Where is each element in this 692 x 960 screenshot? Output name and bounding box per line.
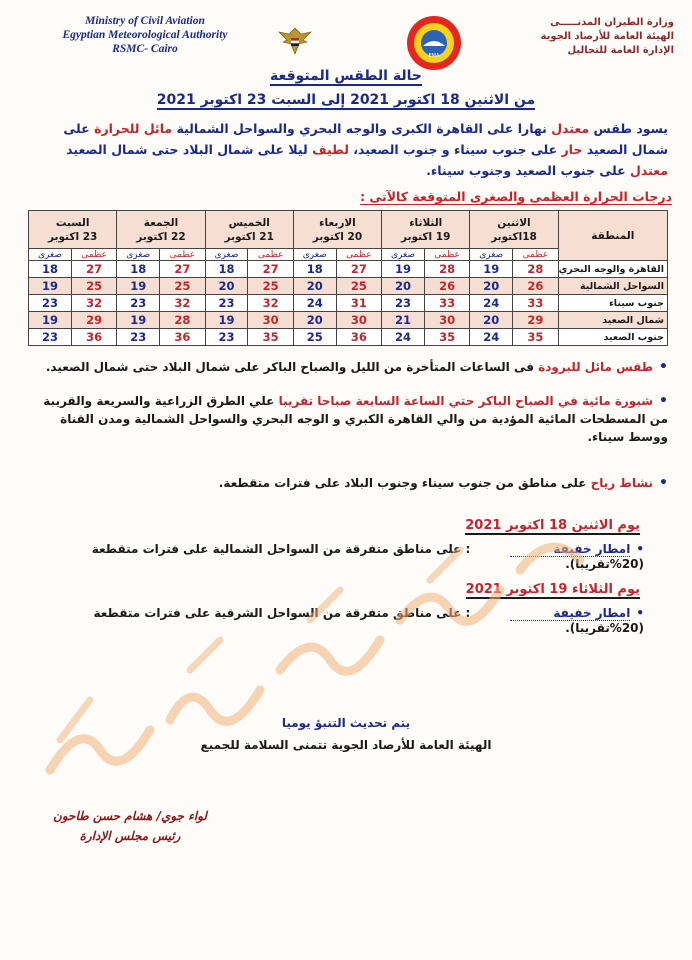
- max-temp-cell: 32: [160, 295, 205, 312]
- region-name: جنوب سيناء: [558, 295, 667, 312]
- min-temp-cell: 21: [382, 312, 425, 329]
- table-row: [29, 329, 668, 346]
- min-temp-cell: 25: [293, 329, 336, 346]
- eagle-logo-icon: [275, 20, 315, 60]
- max-temp-cell: 28: [160, 312, 205, 329]
- table-row: [29, 278, 668, 295]
- min-temp-cell: 19: [117, 278, 160, 295]
- header-arabic: [474, 16, 674, 58]
- max-temp-cell: 26: [513, 278, 558, 295]
- max-label: عظمى: [248, 249, 293, 261]
- min-temp-cell: 24: [382, 329, 425, 346]
- day-header: السبت 23 اكتوبر: [29, 211, 117, 249]
- max-temp-cell: 25: [336, 278, 381, 295]
- day-header: الاربعاء 20 اكتوبر: [293, 211, 381, 249]
- max-temp-cell: 25: [248, 278, 293, 295]
- rain-day-header-2: يوم الثلاثاء 19 اكتوبر 2021: [465, 582, 640, 597]
- header-ar-line-3: الإدارة العامة للتحاليل: [567, 45, 674, 56]
- signature-name: لواء جوي/ هشام حسن طاحون: [53, 809, 207, 823]
- region-header: المنطقة: [558, 211, 667, 261]
- day-header: الثلاثاء 19 اكتوبر: [382, 211, 470, 249]
- min-temp-cell: 23: [117, 329, 160, 346]
- min-temp-cell: 20: [205, 278, 248, 295]
- header-en-line-1: Ministry of Civil Aviation: [85, 15, 205, 27]
- svg-text:EMA: EMA: [428, 53, 440, 59]
- page-subtitle: من الاثنين 18 اكتوبر 2021 إلى السبت 23 اكتوبر 2021: [156, 92, 536, 108]
- footer-update-note: يتم تحديث التنبؤ يوميا: [281, 716, 411, 730]
- min-temp-cell: 18: [293, 261, 336, 278]
- max-label: عظمى: [160, 249, 205, 261]
- min-temp-cell: 18: [205, 261, 248, 278]
- max-temp-cell: 29: [71, 312, 116, 329]
- signature-block: [20, 806, 240, 846]
- max-temp-cell: 33: [513, 295, 558, 312]
- bullet-dot-icon: •: [636, 542, 644, 556]
- max-temp-cell: 31: [336, 295, 381, 312]
- day-header: الخميس 21 اكتوبر: [205, 211, 293, 249]
- max-temp-cell: 36: [71, 329, 116, 346]
- header-en-line-3: RSMC- Cairo: [112, 43, 178, 55]
- max-temp-cell: 35: [424, 329, 469, 346]
- min-temp-cell: 18: [29, 261, 72, 278]
- max-temp-cell: 30: [248, 312, 293, 329]
- min-temp-cell: 23: [29, 295, 72, 312]
- bullet-wind: •نشاط رياح على مناطق من جنوب سيناء وجنوب البلاد على فترات متقطعة.: [218, 475, 668, 491]
- min-temp-cell: 23: [382, 295, 425, 312]
- max-temp-cell: 29: [513, 312, 558, 329]
- header-ar-line-2: الهيئة العامة للأرصاد الجوية: [540, 31, 674, 42]
- min-label: صغرى: [117, 249, 160, 261]
- max-label: عظمى: [71, 249, 116, 261]
- max-temp-cell: 28: [513, 261, 558, 278]
- header-en-line-2: Egyptian Meteorological Authority: [62, 29, 228, 41]
- region-name: شمال الصعيد: [558, 312, 667, 329]
- min-temp-cell: 19: [29, 278, 72, 295]
- min-temp-cell: 19: [117, 312, 160, 329]
- table-row: [29, 312, 668, 329]
- min-temp-cell: 23: [29, 329, 72, 346]
- max-temp-cell: 25: [160, 278, 205, 295]
- temps-section-title: درجات الحرارة العظمى والصغرى المتوقعة كالآتى :: [360, 189, 672, 204]
- max-temp-cell: 35: [513, 329, 558, 346]
- bullet-fog: •شبورة مائية في الصباح الباكر حتي الساعة السابعة صباحا تقريبا علي الطرق الزراعية والسريعة والقريبة من المسطحات المائية المؤدية من والي القاهرة الكبري و الوجه البحري والسواحل الشمالية ومدن القناة ووسط سيناء.: [43, 393, 668, 444]
- max-temp-cell: 30: [336, 312, 381, 329]
- min-label: صغرى: [205, 249, 248, 261]
- max-temp-cell: 36: [336, 329, 381, 346]
- min-label: صغرى: [293, 249, 336, 261]
- bullet-cold: •طقس مائل للبرودة فى الساعات المتأخرة من الليل والصباح الباكر على شمال البلاد حتى شمال الصعيد.: [45, 359, 668, 375]
- min-temp-cell: 18: [117, 261, 160, 278]
- rain-day-header-1: يوم الاثنين 18 اكتوبر 2021: [465, 518, 640, 533]
- min-temp-cell: 19: [29, 312, 72, 329]
- day-header: الجمعة 22 اكتوبر: [117, 211, 205, 249]
- min-temp-cell: 23: [205, 295, 248, 312]
- max-temp-cell: 33: [424, 295, 469, 312]
- region-name: القاهرة والوجه البحري: [558, 261, 667, 278]
- min-label: صغرى: [470, 249, 513, 261]
- max-temp-cell: 36: [160, 329, 205, 346]
- intro-paragraph: يسود طقس معتدل نهارا على القاهرة الكبرى والوجه البحري والسواحل الشمالية مائل للحرارة على شمال الصعيد حار على جنوب سيناء و جنوب الصعيد، لطيف ليلا على شمال البلاد حتى شمال الصعيد معتدل على جنوب الصعيد وجنوب سيناء.: [63, 121, 668, 178]
- max-label: عظمى: [424, 249, 469, 261]
- max-temp-cell: 32: [71, 295, 116, 312]
- min-temp-cell: 19: [205, 312, 248, 329]
- min-temp-cell: 20: [470, 312, 513, 329]
- table-row: [29, 295, 668, 312]
- header-english: [40, 14, 250, 56]
- bullet-dot-icon: •: [659, 475, 668, 491]
- table-row: [29, 261, 668, 278]
- max-temp-cell: 32: [248, 295, 293, 312]
- max-temp-cell: 25: [71, 278, 116, 295]
- min-temp-cell: 23: [205, 329, 248, 346]
- region-name: جنوب الصعيد: [558, 329, 667, 346]
- min-temp-cell: 20: [470, 278, 513, 295]
- signature-role: رئيس مجلس الإدارة: [79, 829, 181, 843]
- max-label: عظمى: [513, 249, 558, 261]
- max-temp-cell: 30: [424, 312, 469, 329]
- page-title: حالة الطقس المتوقعة: [270, 68, 422, 84]
- min-label: صغرى: [29, 249, 72, 261]
- min-temp-cell: 24: [470, 295, 513, 312]
- max-temp-cell: 27: [160, 261, 205, 278]
- max-temp-cell: 35: [248, 329, 293, 346]
- bullet-dot-icon: •: [659, 359, 668, 375]
- min-temp-cell: 20: [293, 312, 336, 329]
- header-ar-line-1: وزارة الطيران المدنـــــى: [550, 17, 674, 28]
- temperature-table: [28, 210, 668, 346]
- max-temp-cell: 27: [71, 261, 116, 278]
- min-label: صغرى: [382, 249, 425, 261]
- max-temp-cell: 27: [248, 261, 293, 278]
- min-temp-cell: 20: [382, 278, 425, 295]
- rain-line-2: •امطار خفيفة: على مناطق متفرقة من السواحل الشرقية على فترات متقطعة (20%تقريبا).: [93, 606, 644, 635]
- max-temp-cell: 28: [424, 261, 469, 278]
- max-temp-cell: 27: [336, 261, 381, 278]
- bullet-dot-icon: •: [636, 606, 644, 620]
- min-temp-cell: 19: [470, 261, 513, 278]
- min-temp-cell: 24: [470, 329, 513, 346]
- min-temp-cell: 19: [382, 261, 425, 278]
- ema-logo-icon: [405, 14, 463, 72]
- rain-line-1: •امطار خفيفة: على مناطق متفرقة من السواحل الشمالية على فترات متقطعة (20%تقريبا).: [91, 542, 644, 571]
- bullet-dot-icon: •: [659, 393, 668, 409]
- min-temp-cell: 24: [293, 295, 336, 312]
- min-temp-cell: 20: [293, 278, 336, 295]
- max-label: عظمى: [336, 249, 381, 261]
- region-name: السواحل الشمالية: [558, 278, 667, 295]
- footer-safety-note: الهيئة العامة للأرصاد الجوية تتمنى السلامة للجميع: [200, 738, 492, 752]
- day-header: الاثنين 18اكتوبر: [470, 211, 558, 249]
- min-temp-cell: 23: [117, 295, 160, 312]
- max-temp-cell: 26: [424, 278, 469, 295]
